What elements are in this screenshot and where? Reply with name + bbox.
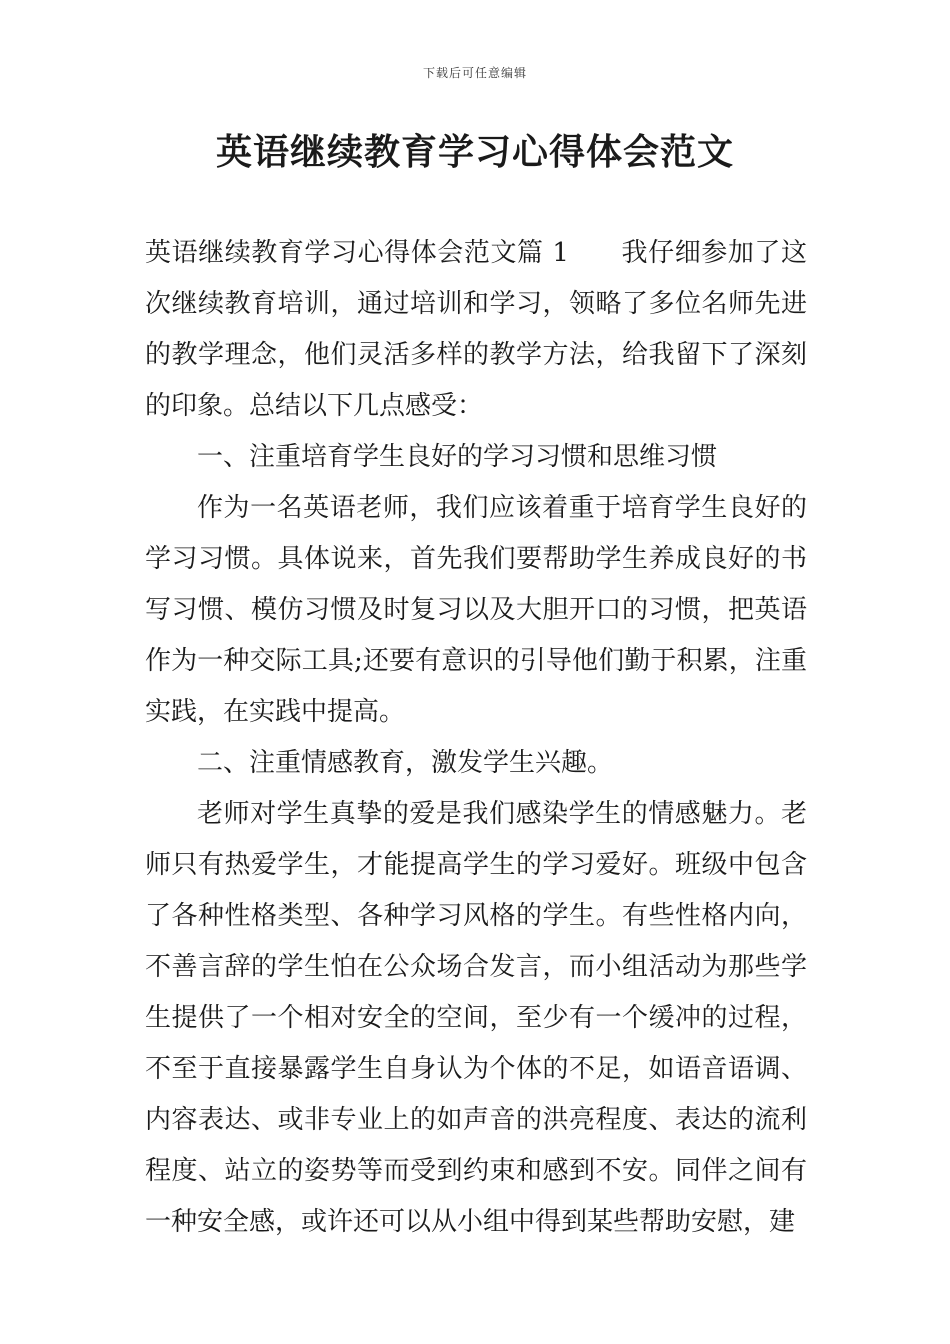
header-note: 下载后可任意编辑	[422, 66, 527, 80]
document-title: 英语继续教育学习心得体会范文	[215, 131, 734, 173]
document-body	[145, 228, 807, 1248]
section-heading-1: 一、注重培育学生良好的学习习惯和思维习惯	[197, 442, 718, 472]
section-paragraph-2: 老师对学生真挚的爱是我们感染学生的情感魅力。老师只有热爱学生，才能提高学生的学习爱好。班级中包含了各种性格类型、各种学习风格的学生。有些性格内向，不善言辞的学生怕在公众场合发言，而小组活动为那些学生提供了一个相对安全的空间，至少有一个缓冲的过程，不至于直接暴露学生自身认为个体的不足，如语音语调、内容表达、或非专业上的如声音的洪亮程度、表达的流利程度、站立的姿势等而受到约束和感到不安。同伴之间有一种安全感，或许还可以从小组中得到某些帮助安慰，建	[145, 799, 807, 1237]
intro-text: 我仔细参加了这次继续教育培训，通过培训和学习，领略了多位名师先进的教学理念，他们灵活多样的教学方法，给我留下了深刻的印象。总结以下几点感受：	[145, 238, 807, 421]
intro-label: 英语继续教育学习心得体会范文篇 1	[145, 238, 569, 268]
intro-paragraph	[145, 228, 807, 432]
section-paragraph-1: 作为一名英语老师，我们应该着重于培育学生良好的学习习惯。具体说来，首先我们要帮助学生养成良好的书写习惯、模仿习惯及时复习以及大胆开口的习惯，把英语作为一种交际工具;还要有意识的引导他们勤于积累，注重实践，在实践中提高。	[145, 493, 807, 727]
section-heading-2: 二、注重情感教育，激发学生兴趣。	[197, 748, 614, 778]
